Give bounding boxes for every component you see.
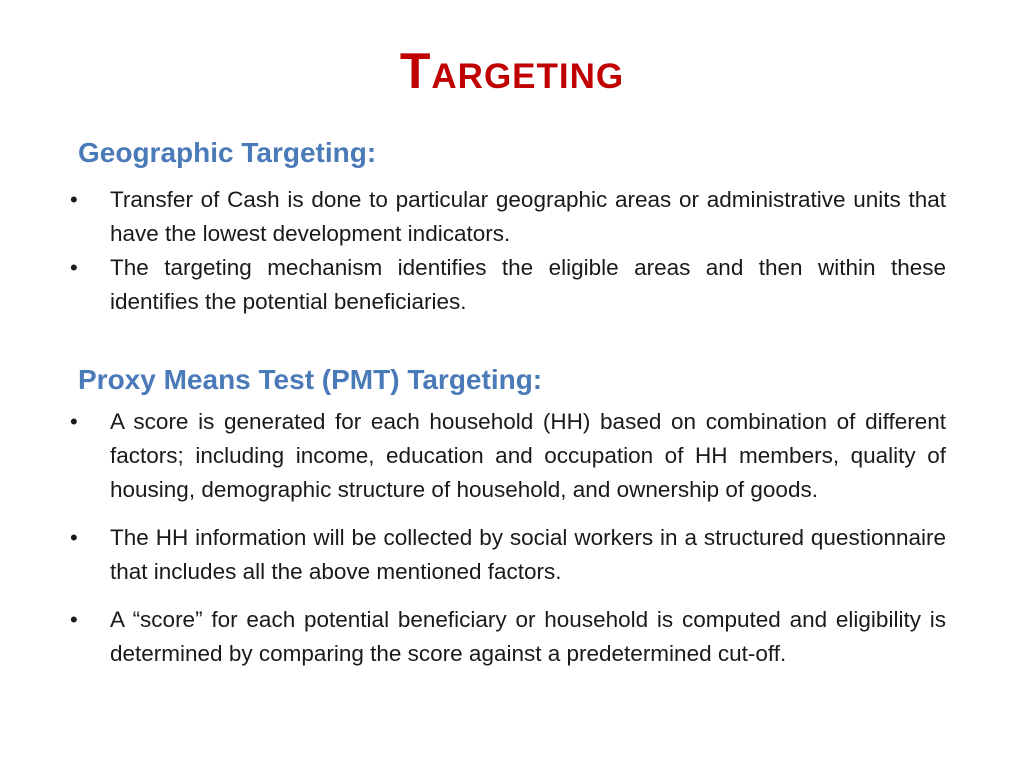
slide-title: Targeting: [399, 43, 625, 99]
bullet-item: [70, 251, 946, 319]
bullet-item: [70, 183, 946, 251]
section-heading-pmt: Proxy Means Test (PMT) Targeting:: [78, 364, 543, 395]
bullet-text: A “score” for each potential beneficiary or household is computed and eligibility is determined by comparing the score against a predetermined cut-off.: [110, 607, 946, 666]
bullet-item: [70, 603, 946, 671]
bullet-icon: •: [70, 187, 78, 212]
bullet-item: [70, 405, 946, 507]
bullet-item: [70, 521, 946, 589]
bullet-text: The HH information will be collected by social workers in a structured questionnaire that includes all the above mentioned factors.: [110, 525, 946, 584]
bullet-text: A score is generated for each household (HH) based on combination of different factors; including income, education and occupation of HH members, quality of housing, demographic structure of household, and ownership of goods.: [110, 409, 946, 502]
bullet-list-pmt: [70, 405, 946, 671]
bullet-list-geographic: [70, 183, 946, 319]
bullet-icon: •: [70, 607, 78, 632]
bullet-text: Transfer of Cash is done to particular geographic areas or administrative units that have the lowest development indicators.: [110, 187, 946, 246]
bullet-text: The targeting mechanism identifies the eligible areas and then within these identifies the potential beneficiaries.: [110, 255, 946, 314]
section-heading-geographic: Geographic Targeting:: [78, 137, 377, 168]
bullet-icon: •: [70, 255, 78, 280]
bullet-icon: •: [70, 525, 78, 550]
bullet-icon: •: [70, 409, 78, 434]
